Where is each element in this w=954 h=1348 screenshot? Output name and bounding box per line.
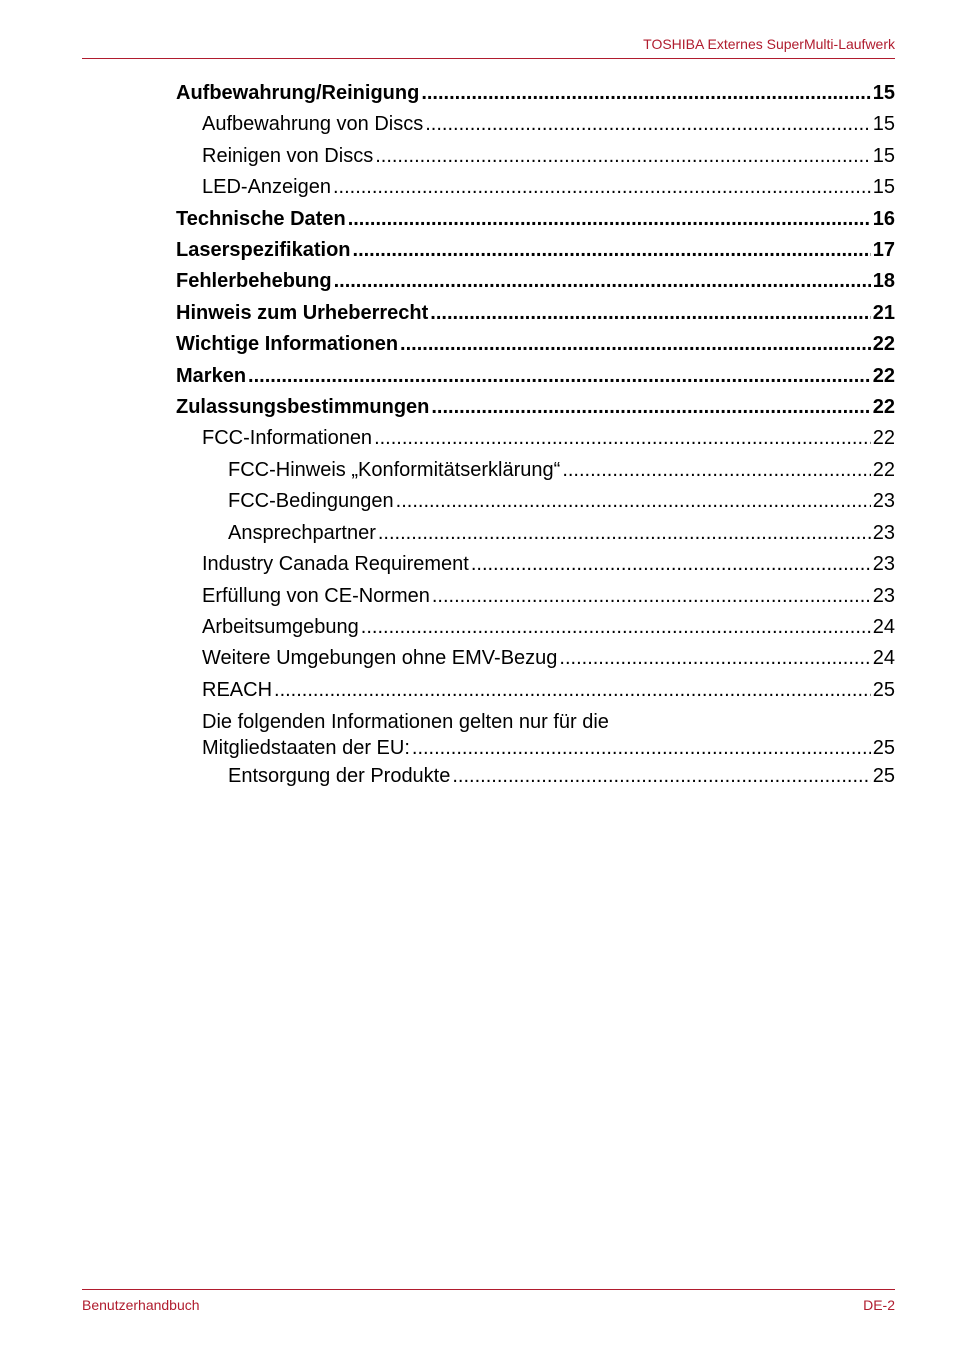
toc-entry[interactable] — [176, 298, 895, 329]
toc-entry-text: Laserspezifikation — [176, 239, 351, 262]
toc-dot-leader — [333, 172, 871, 203]
footer-manual-title: Benutzerhandbuch — [82, 1297, 200, 1313]
toc-dot-leader — [562, 455, 870, 486]
toc-entry-text: Aufbewahrung/Reinigung — [176, 82, 420, 104]
toc-entry-text: LED-Anzeigen — [202, 176, 331, 199]
table-of-contents — [176, 78, 895, 793]
toc-page-number: 22 — [872, 333, 895, 356]
toc-page-number: 16 — [872, 207, 895, 230]
toc-entry[interactable] — [176, 141, 895, 172]
toc-page-number: 17 — [872, 239, 895, 262]
toc-page-number: 25 — [872, 765, 895, 788]
toc-dot-leader — [452, 761, 870, 792]
toc-entry-text: Weitere Umgebungen ohne EMV-Bezug — [202, 647, 558, 670]
toc-dot-leader — [248, 361, 871, 392]
toc-entry-text: Aufbewahrung von Discs — [202, 113, 424, 136]
toc-page-number: 24 — [872, 647, 895, 670]
toc-dot-leader — [430, 298, 870, 329]
toc-entry-text: Marken — [176, 364, 247, 387]
toc-entry[interactable] — [176, 643, 895, 674]
toc-entry[interactable] — [176, 486, 895, 517]
toc-entry-text: Arbeitsumgebung — [202, 615, 359, 638]
toc-page-number: 25 — [872, 678, 895, 701]
toc-entry-text-line1: Die folgenden Informationen gelten nur für die — [202, 711, 609, 734]
toc-dot-leader — [431, 392, 870, 423]
toc-page-number: 22 — [872, 458, 895, 481]
toc-page-number: 15 — [872, 82, 895, 104]
toc-entry-text: Erfüllung von CE-Normen — [202, 584, 430, 607]
toc-page-number: 23 — [872, 584, 895, 607]
toc-page-number: 18 — [872, 270, 895, 293]
toc-entry[interactable] — [176, 549, 895, 580]
toc-entry[interactable] — [176, 204, 895, 235]
toc-page-number: 22 — [872, 396, 895, 419]
toc-entry-text: FCC-Bedingungen — [228, 490, 394, 513]
toc-entry[interactable] — [176, 172, 895, 203]
toc-entry-text: Zulassungsbestimmungen — [176, 396, 430, 419]
toc-dot-leader — [400, 329, 871, 360]
toc-dot-leader — [396, 486, 871, 517]
toc-page-number: 15 — [872, 176, 895, 199]
toc-entry-text: Industry Canada Requirement — [202, 553, 469, 576]
toc-entry-text: Wichtige Informationen — [176, 333, 399, 356]
toc-page-number: 25 — [872, 737, 895, 760]
toc-entry-text: Reinigen von Discs — [202, 144, 374, 167]
toc-dot-leader — [361, 612, 871, 643]
toc-entry-text: Entsorgung der Produkte — [228, 765, 451, 788]
toc-dot-leader — [375, 141, 871, 172]
toc-entry[interactable] — [176, 266, 895, 297]
toc-entry-text: Technische Daten — [176, 207, 346, 230]
toc-dot-leader — [559, 643, 870, 674]
toc-dot-leader — [425, 109, 871, 140]
toc-entry[interactable] — [176, 392, 895, 423]
toc-entry-text: FCC-Informationen — [202, 427, 373, 450]
toc-dot-leader — [348, 204, 871, 235]
toc-page-number: 15 — [872, 113, 895, 136]
toc-dot-leader — [421, 78, 870, 109]
toc-entry[interactable] — [176, 235, 895, 266]
footer-page-number: DE-2 — [863, 1297, 895, 1313]
toc-entry-multiline[interactable] — [176, 709, 895, 761]
toc-entry-text: Fehlerbehebung — [176, 270, 332, 293]
toc-entry[interactable] — [176, 675, 895, 706]
toc-dot-leader — [334, 266, 871, 297]
toc-page-number: 22 — [872, 427, 895, 450]
toc-entry[interactable] — [176, 518, 895, 549]
toc-entry-text: REACH — [202, 678, 273, 701]
footer-rule — [82, 1289, 895, 1290]
toc-entry[interactable] — [176, 455, 895, 486]
toc-page-number: 23 — [872, 521, 895, 544]
toc-entry[interactable] — [176, 761, 895, 792]
toc-page-number: 23 — [872, 553, 895, 576]
toc-dot-leader — [432, 581, 871, 612]
toc-dot-leader — [412, 735, 871, 761]
toc-dot-leader — [378, 518, 871, 549]
toc-entry[interactable] — [176, 78, 895, 109]
toc-dot-leader — [374, 423, 871, 454]
toc-entry-text: Ansprechpartner — [228, 521, 376, 544]
toc-page-number: 23 — [872, 490, 895, 513]
toc-entry[interactable] — [176, 581, 895, 612]
toc-page-number: 22 — [872, 364, 895, 387]
toc-dot-leader — [471, 549, 871, 580]
running-header-title: TOSHIBA Externes SuperMulti-Laufwerk — [643, 36, 895, 52]
toc-entry[interactable] — [176, 329, 895, 360]
toc-entry[interactable] — [176, 361, 895, 392]
toc-dot-leader — [274, 675, 871, 706]
toc-entry-line2 — [202, 735, 895, 761]
toc-entry-text: FCC-Hinweis „Konformitätserklärung“ — [228, 458, 561, 481]
toc-dot-leader — [353, 235, 871, 266]
toc-entry-text-line2: Mitgliedstaaten der EU: — [202, 737, 410, 760]
toc-page-number: 15 — [872, 144, 895, 167]
header-rule — [82, 58, 895, 59]
toc-page-number: 24 — [872, 615, 895, 638]
toc-entry[interactable] — [176, 612, 895, 643]
toc-entry[interactable] — [176, 109, 895, 140]
toc-page-number: 21 — [872, 301, 895, 324]
toc-entry-text: Hinweis zum Urheberrecht — [176, 301, 429, 324]
toc-entry[interactable] — [176, 423, 895, 454]
